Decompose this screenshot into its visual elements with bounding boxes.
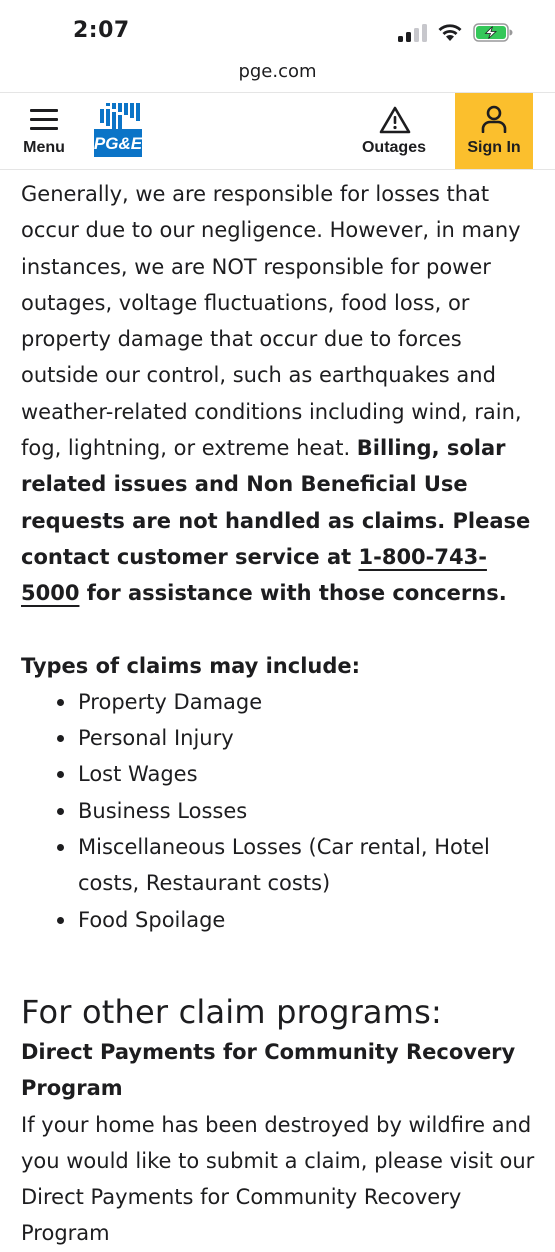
- customer-service-phone-link[interactable]: 1-800-743-5000: [21, 544, 487, 606]
- menu-button[interactable]: [14, 101, 78, 163]
- list-item: Miscellaneous Losses (Car rental, Hotel costs, Restaurant costs): [21, 829, 536, 902]
- pge-logo[interactable]: [92, 101, 144, 161]
- bold-notice-text-end: for assistance with those concerns.: [79, 581, 507, 606]
- program-title: Direct Payments for Community Recovery Program: [21, 1039, 516, 1101]
- wifi-icon: [437, 22, 463, 42]
- bold-notice-text: Billing, solar related issues and Non Beneficial Use requests are not handled as claims. Please contact customer service at: [21, 436, 531, 569]
- list-item: Lost Wages: [21, 756, 536, 792]
- outages-label: Outages: [361, 139, 426, 156]
- user-icon: [481, 105, 507, 133]
- intro-text: Generally, we are responsible for losses that occur due to our negligence. However, in many instances, we are NOT responsible for power outages, voltage fluctuations, food loss, or property damage that occur due to forces outside our control, such as earthquakes and weather-related conditions including wind, rain, fog, lightning, or extreme heat.: [21, 182, 522, 461]
- cellular-signal-icon: [398, 24, 428, 42]
- sign-in-button[interactable]: [455, 93, 533, 169]
- hamburger-icon: [30, 109, 58, 131]
- outages-button[interactable]: [352, 101, 436, 163]
- claim-types-heading: Types of claims may include:: [21, 653, 361, 678]
- list-item: Business Losses: [21, 793, 536, 829]
- claims-intro-paragraph: [21, 176, 536, 612]
- sign-in-label: Sign In: [467, 139, 521, 156]
- menu-label: Menu: [23, 139, 65, 156]
- program-description: If your home has been destroyed by wildfire and you would like to submit a claim, please visit our Direct Payments for Community Recovery Program: [21, 1112, 535, 1246]
- warning-icon: [379, 105, 411, 135]
- main-content: [21, 176, 536, 1252]
- site-header: [0, 92, 555, 170]
- battery-charging-icon: [473, 23, 513, 42]
- other-programs-heading: For other claim programs:: [21, 992, 442, 1031]
- address-bar[interactable]: pge.com: [238, 61, 317, 82]
- claim-types-list: [21, 684, 536, 938]
- svg-text:PG&E: PG&E: [93, 134, 143, 153]
- status-bar: [0, 0, 555, 58]
- status-time: 2:07: [73, 18, 130, 43]
- list-item: Food Spoilage: [21, 902, 536, 938]
- list-item: Property Damage: [21, 684, 536, 720]
- list-item: Personal Injury: [21, 720, 536, 756]
